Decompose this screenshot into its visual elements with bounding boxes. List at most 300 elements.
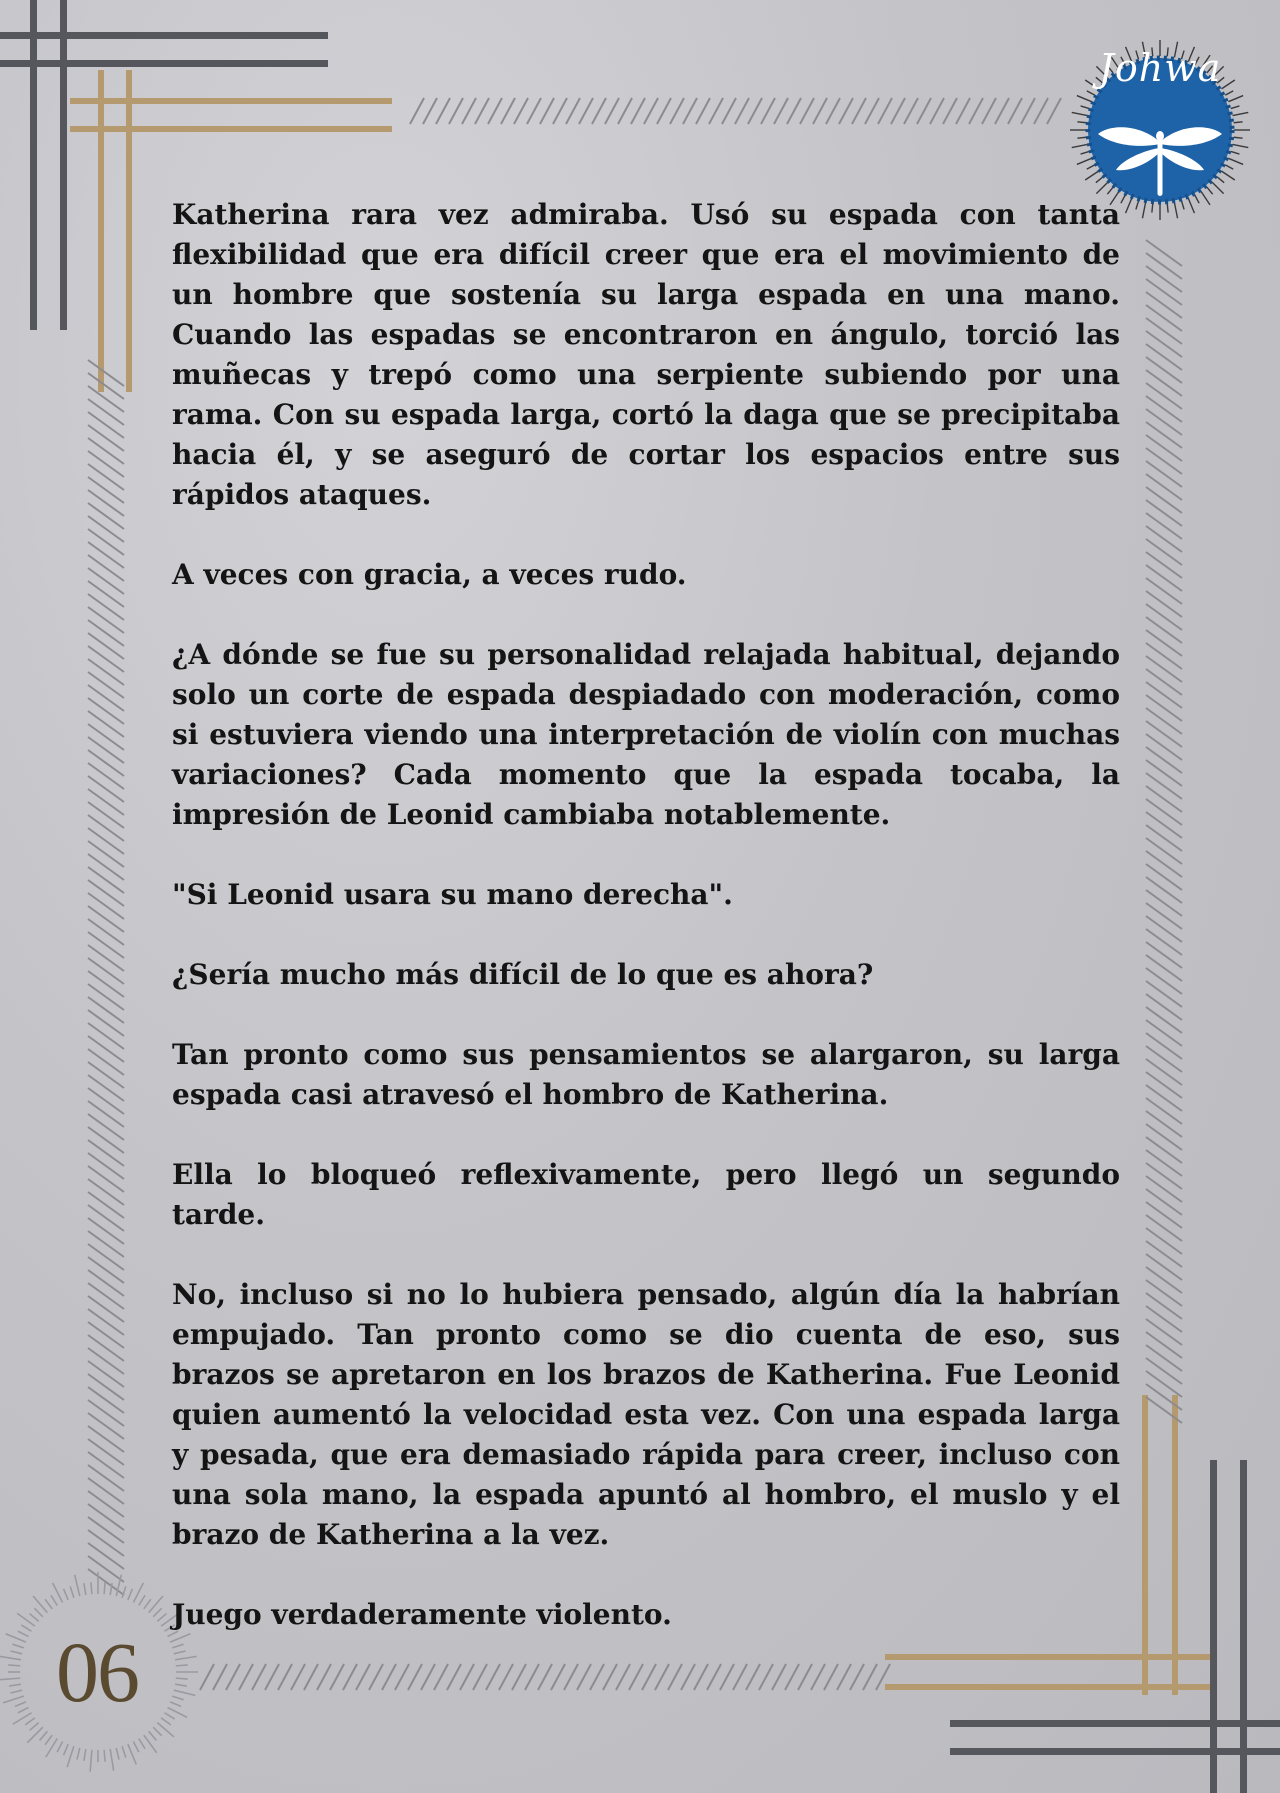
hatch-stroke — [88, 1283, 124, 1309]
hatch-stroke — [88, 1465, 124, 1491]
hatch-stroke — [88, 815, 124, 841]
hatch-stroke — [1146, 1085, 1182, 1111]
hatch-stroke — [88, 1569, 124, 1595]
hatch-stroke — [9, 1684, 21, 1686]
hatch-stroke — [88, 893, 124, 919]
hatch-stroke — [449, 98, 463, 124]
hatch-stroke — [88, 750, 124, 776]
hatch-stroke — [64, 1744, 69, 1755]
hatch-stroke — [88, 464, 124, 490]
hatch-stroke — [774, 98, 788, 124]
hatch-stroke — [1146, 877, 1182, 903]
hatch-stroke — [88, 1543, 124, 1569]
hatch-stroke — [1146, 1137, 1182, 1163]
hatch-stroke — [88, 1101, 124, 1127]
hatch-stroke — [1146, 487, 1182, 513]
hatch-stroke — [1146, 825, 1182, 851]
hatch-stroke — [1146, 773, 1182, 799]
hatch-stroke — [982, 98, 996, 124]
hatch-stroke — [88, 1556, 124, 1582]
hatch-stroke — [88, 867, 124, 893]
logo-ray — [1107, 187, 1113, 194]
hatch-stroke — [88, 1270, 124, 1296]
hatch-stroke — [88, 1088, 124, 1114]
hatch-stroke — [410, 98, 424, 124]
hatch-stroke — [1146, 1319, 1182, 1345]
hatch-stroke — [88, 724, 124, 750]
hatch-stroke — [1146, 799, 1182, 825]
hatch-stroke — [30, 1614, 39, 1622]
hatch-stroke — [1146, 448, 1182, 474]
logo-ray — [1087, 91, 1095, 95]
hatch-stroke — [88, 789, 124, 815]
hatch-border-left — [88, 360, 124, 1595]
hatch-stroke — [88, 1452, 124, 1478]
hatch-stroke — [170, 1702, 181, 1707]
brand-name: Johwa — [1098, 46, 1222, 90]
logo-ray — [1126, 198, 1132, 213]
hatch-stroke — [40, 1731, 48, 1740]
hatch-stroke — [91, 1582, 92, 1594]
hatch-stroke — [88, 854, 124, 880]
hatch-stroke — [995, 98, 1009, 124]
hatch-stroke — [631, 98, 645, 124]
hatch-stroke — [644, 98, 658, 124]
hatch-stroke — [1146, 383, 1182, 409]
hatch-stroke — [501, 98, 515, 124]
hatch-stroke — [149, 1731, 157, 1740]
hatch-stroke — [88, 386, 124, 412]
hatch-stroke — [88, 1413, 124, 1439]
hatch-stroke — [122, 1746, 126, 1757]
hatch-stroke — [1146, 1046, 1182, 1072]
hatch-stroke — [88, 477, 124, 503]
hatch-stroke — [6, 1634, 26, 1642]
hatch-stroke — [88, 932, 124, 958]
hatch-stroke — [1146, 1371, 1182, 1397]
hatch-stroke — [88, 1478, 124, 1504]
hatch-stroke — [88, 672, 124, 698]
hatch-stroke — [1146, 1241, 1182, 1267]
hatch-stroke — [88, 438, 124, 464]
hatch-stroke — [139, 1739, 145, 1749]
hatch-stroke — [1146, 864, 1182, 890]
hatch-stroke — [462, 98, 476, 124]
hatch-stroke — [1146, 1150, 1182, 1176]
hatch-stroke — [1146, 1293, 1182, 1319]
hatch-stroke — [1146, 786, 1182, 812]
hatch-stroke — [0, 1678, 20, 1680]
hatch-stroke — [1146, 1033, 1182, 1059]
hatch-stroke — [174, 1690, 195, 1695]
logo-ray — [1087, 165, 1095, 169]
hatch-stroke — [153, 1727, 161, 1735]
hatch-stroke — [77, 1748, 80, 1760]
hatch-stroke — [45, 1599, 52, 1609]
hatch-stroke — [488, 98, 502, 124]
paragraph: "Si Leonid usara su mano derecha". — [172, 878, 733, 911]
logo-ray — [1081, 151, 1090, 154]
logo-ray — [1077, 158, 1092, 164]
hatch-stroke — [956, 98, 970, 124]
hatch-stroke — [88, 1010, 124, 1036]
hatch-stroke — [64, 1589, 69, 1600]
hatch-stroke — [865, 98, 879, 124]
hatch-stroke — [722, 98, 736, 124]
hatch-stroke — [891, 98, 905, 124]
hatch-stroke — [813, 98, 827, 124]
hatch-stroke — [88, 646, 124, 672]
hatch-stroke — [1146, 760, 1182, 786]
hatch-stroke — [144, 1599, 151, 1609]
paragraph: ¿A dónde se fue su personalidad relajada habitual, dejando solo un corte de espada despiadado con moderación, como si estuviera viendo una interpretación de violín con muchas variaciones? Cada momento que la espada tocaba, la impresión de Leonid cambiaba notablemente. — [172, 638, 1120, 831]
hatch-stroke — [1146, 1332, 1182, 1358]
hatch-stroke — [917, 98, 931, 124]
hatch-stroke — [579, 98, 593, 124]
hatch-stroke — [88, 360, 124, 386]
hatch-stroke — [1146, 617, 1182, 643]
hatch-stroke — [1146, 1280, 1182, 1306]
hatch-stroke — [165, 1713, 175, 1719]
hatch-stroke — [618, 98, 632, 124]
hatch-stroke — [51, 1595, 57, 1605]
paragraph: Tan pronto como sus pensamientos se alargaron, su larga espada casi atravesó el hombro de Katherina. — [172, 1038, 1120, 1111]
logo-ray — [1085, 171, 1098, 180]
hatch-stroke — [553, 98, 567, 124]
hatch-stroke — [153, 1608, 161, 1616]
hatch-stroke — [514, 98, 528, 124]
hatch-stroke — [761, 98, 775, 124]
hatch-stroke — [88, 451, 124, 477]
hatch-stroke — [88, 828, 124, 854]
hatch-stroke — [88, 1075, 124, 1101]
hatch-stroke — [1146, 994, 1182, 1020]
hatch-stroke — [1146, 1098, 1182, 1124]
hatch-stroke — [88, 1335, 124, 1361]
hatch-stroke — [1146, 357, 1182, 383]
hatch-stroke — [1146, 266, 1182, 292]
hatch-stroke — [157, 1614, 166, 1622]
hatch-stroke — [1146, 981, 1182, 1007]
hatch-stroke — [88, 594, 124, 620]
hatch-stroke — [88, 971, 124, 997]
hatch-stroke — [1146, 1254, 1182, 1280]
paragraph: Ella lo bloqueó reflexivamente, pero llegó un segundo tarde. — [172, 1158, 1120, 1231]
hatch-stroke — [748, 98, 762, 124]
hatch-stroke — [18, 1631, 29, 1636]
logo-ray — [1228, 96, 1243, 102]
hatch-stroke — [88, 516, 124, 542]
paragraph: Katherina rara vez admiraba. Usó su espada con tanta flexibilidad que era difícil creer que era el movimiento de un hombre que sostenía su larga espada en una mano. Cuando las espadas se encontraron en ángulo, torció las muñecas y trepó como una serpiente subiendo por una rama. Con su espada larga, cortó la daga que se precipitaba hacia él, y se aseguró de cortar los espacios entre sus rápidos ataques. — [172, 198, 1120, 511]
logo-ray — [1096, 182, 1107, 193]
hatch-border-top — [410, 98, 1061, 124]
logo-ray — [1234, 122, 1243, 123]
hatch-stroke — [683, 98, 697, 124]
hatch-stroke — [1146, 604, 1182, 630]
logo-ray — [1077, 96, 1092, 102]
hatch-stroke — [88, 1205, 124, 1231]
hatch-stroke — [1146, 331, 1182, 357]
hatch-stroke — [1146, 1267, 1182, 1293]
hatch-stroke — [1146, 474, 1182, 500]
hatch-stroke — [1146, 1306, 1182, 1332]
hatch-stroke — [1146, 1163, 1182, 1189]
logo-ray — [1072, 112, 1088, 115]
hatch-stroke — [1146, 734, 1182, 760]
hatch-stroke — [527, 98, 541, 124]
hatch-stroke — [88, 659, 124, 685]
hatch-stroke — [1146, 1202, 1182, 1228]
hatch-stroke — [88, 1049, 124, 1075]
hatch-stroke — [18, 1707, 29, 1712]
hatch-stroke — [1146, 682, 1182, 708]
hatch-stroke — [15, 1702, 26, 1707]
hatch-stroke — [88, 1218, 124, 1244]
logo-ray — [1207, 187, 1213, 194]
hatch-stroke — [57, 1741, 62, 1752]
hatch-stroke — [1146, 1215, 1182, 1241]
hatch-stroke — [1034, 98, 1048, 124]
hatch-border-right — [1146, 240, 1182, 1423]
hatch-stroke — [1146, 695, 1182, 721]
hatch-stroke — [110, 1749, 113, 1771]
hatch-stroke — [1146, 708, 1182, 734]
hatch-stroke — [161, 1718, 171, 1725]
logo-ray — [1231, 106, 1240, 109]
hatch-stroke — [88, 1036, 124, 1062]
hatch-stroke — [800, 98, 814, 124]
hatch-stroke — [34, 1608, 42, 1616]
hatch-stroke — [10, 1651, 22, 1654]
hatch-stroke — [1146, 565, 1182, 591]
hatch-stroke — [1146, 851, 1182, 877]
hatch-stroke — [88, 1062, 124, 1088]
hatch-stroke — [1146, 253, 1182, 279]
hatch-stroke — [839, 98, 853, 124]
logo-ray — [1072, 144, 1088, 147]
hatch-stroke — [709, 98, 723, 124]
logo-ray — [1195, 195, 1199, 203]
hatch-stroke — [1146, 1345, 1182, 1371]
logo-ray — [1136, 201, 1139, 210]
logo-ray — [1181, 201, 1184, 210]
hatch-stroke — [88, 1491, 124, 1517]
hatch-stroke — [12, 1644, 23, 1648]
hatch-stroke — [88, 802, 124, 828]
hatch-stroke — [1021, 98, 1035, 124]
hatch-stroke — [104, 1750, 105, 1762]
hatch-stroke — [88, 1400, 124, 1426]
hatch-stroke — [1146, 1228, 1182, 1254]
hatch-stroke — [475, 98, 489, 124]
hatch-stroke — [1146, 279, 1182, 305]
hatch-stroke — [88, 1166, 124, 1192]
hatch-stroke — [88, 1296, 124, 1322]
hatch-stroke — [88, 581, 124, 607]
hatch-stroke — [1146, 526, 1182, 552]
logo-ray — [1225, 165, 1233, 169]
hatch-stroke — [88, 1257, 124, 1283]
hatch-stroke — [1146, 1358, 1182, 1384]
hatch-stroke — [1146, 591, 1182, 617]
hatch-stroke — [88, 607, 124, 633]
hatch-stroke — [1146, 552, 1182, 578]
hatch-stroke — [423, 98, 437, 124]
hatch-stroke — [1146, 929, 1182, 955]
hatch-stroke — [88, 1348, 124, 1374]
logo-ray — [1228, 158, 1243, 164]
hatch-stroke — [88, 1322, 124, 1348]
hatch-stroke — [1146, 1176, 1182, 1202]
hatch-stroke — [1146, 643, 1182, 669]
hatch-stroke — [1146, 968, 1182, 994]
hatch-stroke — [1146, 344, 1182, 370]
hatch-stroke — [436, 98, 450, 124]
hatch-stroke — [67, 1746, 74, 1767]
hatch-stroke — [88, 1517, 124, 1543]
hatch-stroke — [1146, 461, 1182, 487]
hatch-stroke — [88, 399, 124, 425]
logo-ray — [1188, 198, 1194, 213]
hatch-stroke — [10, 1690, 22, 1693]
hatch-stroke — [1146, 422, 1182, 448]
hatch-stroke — [1146, 1059, 1182, 1085]
hatch-stroke — [88, 1361, 124, 1387]
hatch-stroke — [1146, 747, 1182, 773]
hatch-stroke — [878, 98, 892, 124]
hatch-stroke — [88, 841, 124, 867]
logo-ray — [1142, 203, 1145, 219]
body-text — [172, 195, 1120, 1675]
hatch-stroke — [1146, 1020, 1182, 1046]
hatch-stroke — [826, 98, 840, 124]
hatch-stroke — [1047, 98, 1061, 124]
hatch-stroke — [175, 1684, 187, 1686]
hatch-stroke — [852, 98, 866, 124]
hatch-stroke — [1146, 630, 1182, 656]
hatch-stroke — [1146, 1124, 1182, 1150]
hatch-stroke — [904, 98, 918, 124]
hatch-stroke — [1146, 240, 1182, 266]
hatch-stroke — [88, 529, 124, 555]
hatch-stroke — [540, 98, 554, 124]
hatch-stroke — [88, 1140, 124, 1166]
paragraph: A veces con gracia, a veces rudo. — [172, 558, 687, 591]
hatch-stroke — [88, 945, 124, 971]
hatch-stroke — [88, 1127, 124, 1153]
hatch-stroke — [930, 98, 944, 124]
hatch-stroke — [88, 1244, 124, 1270]
hatch-stroke — [88, 412, 124, 438]
hatch-stroke — [88, 698, 124, 724]
hatch-stroke — [1008, 98, 1022, 124]
hatch-stroke — [90, 1750, 92, 1772]
hatch-stroke — [1146, 292, 1182, 318]
hatch-stroke — [88, 958, 124, 984]
hatch-stroke — [88, 763, 124, 789]
hatch-stroke — [88, 997, 124, 1023]
hatch-stroke — [943, 98, 957, 124]
hatch-stroke — [1146, 656, 1182, 682]
hatch-stroke — [787, 98, 801, 124]
hatch-stroke — [1146, 1111, 1182, 1137]
hatch-stroke — [88, 984, 124, 1010]
hatch-stroke — [1146, 409, 1182, 435]
hatch-stroke — [735, 98, 749, 124]
hatch-stroke — [88, 1439, 124, 1465]
logo-ray — [1212, 182, 1223, 193]
hatch-stroke — [128, 1589, 133, 1600]
hatch-stroke — [88, 776, 124, 802]
logo-ray — [1081, 106, 1090, 109]
hatch-stroke — [88, 1023, 124, 1049]
hatch-stroke — [8, 1665, 20, 1666]
hatch-stroke — [592, 98, 606, 124]
hatch-stroke — [88, 906, 124, 932]
hatch-stroke — [88, 633, 124, 659]
hatch-stroke — [88, 737, 124, 763]
hatch-stroke — [88, 685, 124, 711]
logo-ray — [1234, 137, 1243, 138]
hatch-stroke — [139, 1595, 145, 1605]
hatch-stroke — [88, 542, 124, 568]
hatch-stroke — [84, 1749, 86, 1761]
hatch-stroke — [88, 425, 124, 451]
logo-ray — [1077, 137, 1086, 138]
hatch-stroke — [70, 1586, 74, 1597]
hatch-stroke — [566, 98, 580, 124]
hatch-stroke — [116, 1748, 119, 1760]
hatch-stroke — [3, 1696, 24, 1703]
page-number: 06 — [56, 1624, 138, 1720]
logo-ray — [1077, 122, 1086, 123]
hatch-stroke — [696, 98, 710, 124]
hatch-stroke — [104, 1582, 105, 1594]
hatch-stroke — [88, 1530, 124, 1556]
logo-ray — [1121, 195, 1125, 203]
hatch-stroke — [75, 1575, 80, 1596]
hatch-stroke — [21, 1625, 31, 1631]
hatch-stroke — [88, 555, 124, 581]
paragraph: ¿Sería mucho más difícil de lo que es ahora? — [172, 958, 874, 991]
logo-ray — [1233, 112, 1249, 115]
hatch-stroke — [88, 1231, 124, 1257]
hatch-stroke — [88, 1192, 124, 1218]
paragraph: Juego verdaderamente violento. — [172, 1598, 672, 1631]
hatch-stroke — [1146, 916, 1182, 942]
hatch-stroke — [1146, 1007, 1182, 1033]
hatch-stroke — [88, 620, 124, 646]
hatch-stroke — [1146, 721, 1182, 747]
hatch-stroke — [122, 1586, 126, 1597]
hatch-stroke — [657, 98, 671, 124]
hatch-stroke — [1146, 539, 1182, 565]
hatch-stroke — [1146, 890, 1182, 916]
logo-ray — [1222, 171, 1235, 180]
hatch-stroke — [172, 1696, 183, 1700]
hatch-stroke — [1146, 370, 1182, 396]
hatch-stroke — [1146, 838, 1182, 864]
hatch-stroke — [1146, 903, 1182, 929]
paragraph: No, incluso si no lo hubiera pensado, algún día la habrían empujado. Tan pronto como se dio cuenta de eso, sus brazos se apretaron en los brazos de Katherina. Fue Leonid quien aumentó la velocidad esta vez. Con una espada larga y pesada, que era demasiado rápida para creer, incluso con una sola mano, la espada apuntó al hombro, el muslo y el brazo de Katherina a la vez. — [172, 1278, 1120, 1551]
logo-ray — [1174, 203, 1177, 219]
hatch-stroke — [133, 1741, 138, 1752]
hatch-stroke — [30, 1723, 39, 1731]
hatch-stroke — [1146, 435, 1182, 461]
hatch-stroke — [1146, 669, 1182, 695]
hatch-stroke — [88, 1374, 124, 1400]
hatch-stroke — [1146, 305, 1182, 331]
